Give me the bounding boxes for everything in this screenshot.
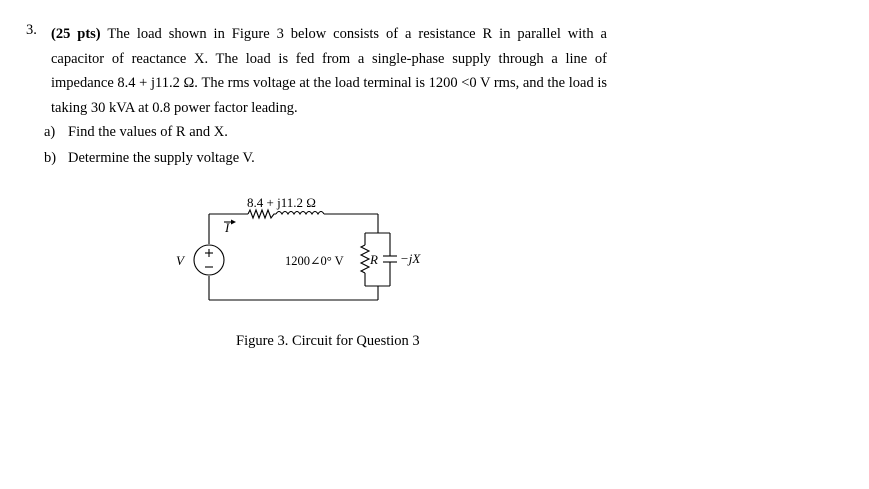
current-arrow-head (231, 220, 236, 225)
load-resistor (361, 245, 369, 273)
question-points: (25 pts) (51, 26, 101, 42)
load-voltage-label: 1200∠0° V (285, 254, 344, 268)
line-impedance-label: 8.4 + j11.2 Ω (247, 195, 316, 210)
resistor-label: R (370, 252, 378, 267)
source-label: V (176, 253, 184, 268)
question-number: 3. (26, 22, 37, 38)
part-b-label: b) (44, 150, 57, 166)
figure-caption: Figure 3. Circuit for Question 3 (236, 333, 420, 349)
part-b-text: Determine the supply voltage V. (68, 150, 255, 166)
part-a-label: a) (44, 124, 56, 140)
line-inductor (276, 212, 324, 215)
question-body: The load shown in Figure 3 below consists of a resistance R in parallel with a capacitor of reactance X. The load is fed from a single-phase supply through a line of impedance 8.4 + j11.2 Ω. The rms voltage at the load terminal is 1200 <0 V rms, and the load is taking 30 kVA at 0.8 power factor leading. (51, 26, 608, 116)
part-a-text: Find the values of R and X. (68, 124, 228, 140)
reactance-label: −jX (400, 251, 421, 266)
current-label: I (225, 220, 230, 235)
line-resistor (248, 210, 276, 218)
